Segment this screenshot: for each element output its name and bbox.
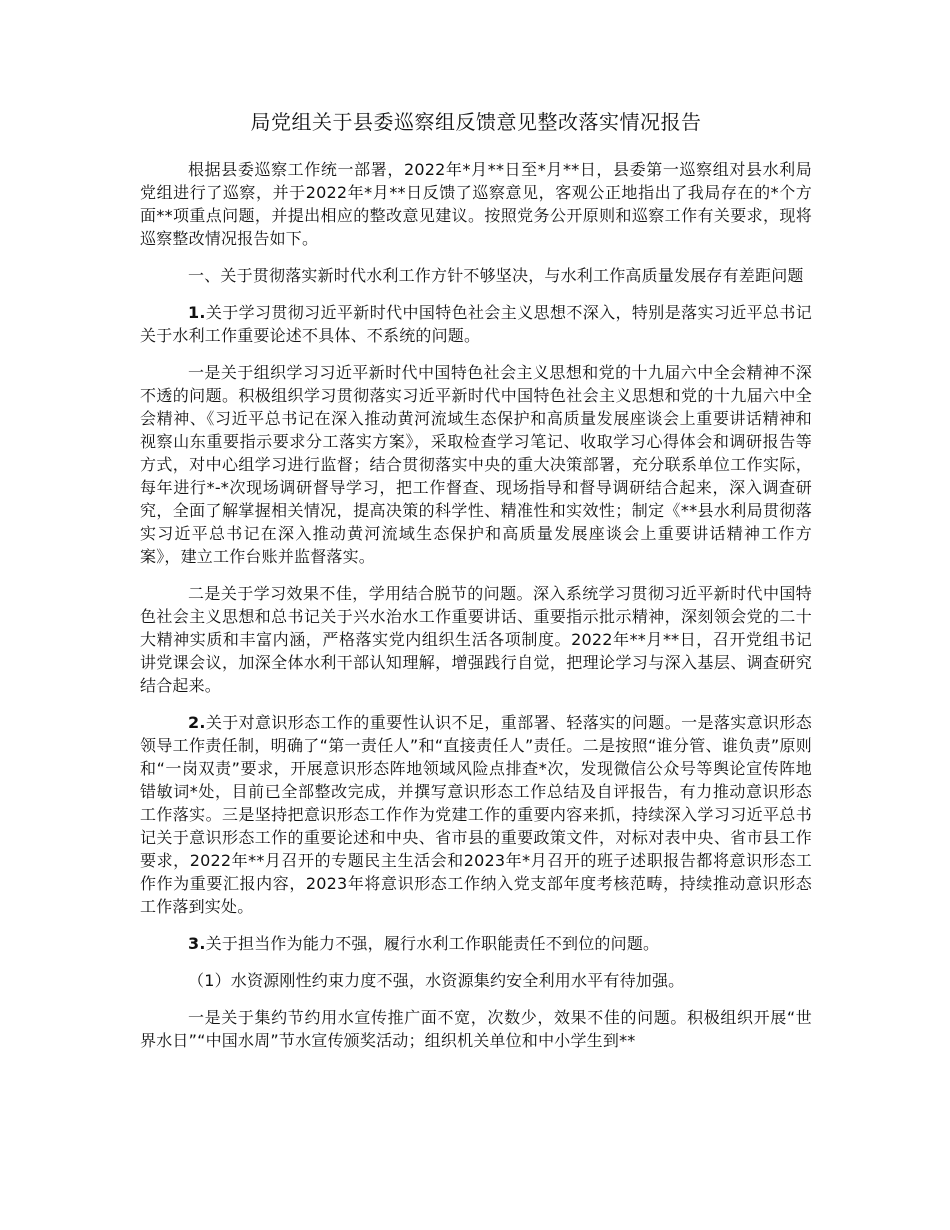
intro-paragraph — [140, 158, 812, 250]
document-page — [140, 108, 812, 1066]
paragraph-text: 一是关于组织学习习近平新时代中国特色社会主义思想和党的十九届六中全会精神不深不透的问题。积极组织学习贯彻落实习近平新时代中国特色社会主义思想和党的十九届六中全会精神、《习近平总书记在深入推动黄河流域生态保护和高质量发展座谈会上重要讲话精神和视察山东重要指示要求分工落实方案》，采取检查学习笔记、收取学习心得体会和调研报告等方式，对中心组学习进行监督；结合贯彻落实中央的重大决策部署，充分联系单位工作实际，每年进行*-*次现场调研督导学习，把工作督查、现场指导和督导调研结合起来，深入调查研究，全面了解掌握相关情况，提高决策的科学性、精准性和实效性；制定《**县水利局贯彻落实习近平总书记在深入推动黄河流域生态保护和高质量发展座谈会上重要讲话精神工作方案》，建立工作台账并监督落实。 — [140, 363, 812, 566]
item-number: 1. — [188, 303, 206, 322]
body-paragraph — [140, 361, 812, 568]
sub-item-heading — [140, 969, 812, 992]
paragraph-text: 关于对意识形态工作的重要性认识不足，重部署、轻落实的问题。一是落实意识形态领导工作责任制，明确了“第一责任人”和“直接责任人”责任。二是按照“谁分管、谁负责”原则和“一岗双责”要求，开展意识形态阵地领域风险点排查*次，发现微信公众号等舆论宣传阵地错敏词*处，目前已全部整改完成，并撰写意识形态工作总结及自评报告，有力推动意识形态工作落实。三是坚持把意识形态工作作为党建工作的重要内容来抓，持续深入学习习近平总书记关于意识形态工作的重要论述和中央、省市县的重要政策文件，对标对表中央、省市县工作要求，2022年**月召开的专题民主生活会和2023年*月召开的班子述职报告都将意识形态工作作为重要汇报内容，2023年将意识形态工作纳入党支部年度考核范畴，持续推动意识形态工作落到实处。 — [140, 713, 812, 916]
paragraph-text: 一是关于集约节约用水宣传推广面不宽，次数少，效果不佳的问题。积极组织开展“世界水日”“中国水周”节水宣传颁奖活动；组织机关单位和中小学生到** — [140, 1008, 812, 1050]
item-number: 2. — [188, 713, 206, 732]
item-number: 3. — [188, 934, 206, 953]
section-heading-1 — [140, 264, 812, 287]
body-paragraph — [140, 1006, 812, 1052]
paragraph-text: 一、关于贯彻落实新时代水利工作方针不够坚决，与水利工作高质量发展存有差距问题 — [188, 266, 804, 285]
body-paragraph — [140, 582, 812, 697]
item-2-paragraph — [140, 711, 812, 918]
paragraph-text: （1）水资源刚性约束力度不强，水资源集约安全利用水平有待加强。 — [188, 971, 685, 990]
paragraph-text: 关于担当作为能力不强，履行水利工作职能责任不到位的问题。 — [205, 934, 660, 953]
item-3-heading — [140, 932, 812, 955]
document-title: 局党组关于县委巡察组反馈意见整改落实情况报告 — [250, 110, 702, 134]
paragraph-text: 关于学习贯彻习近平新时代中国特色社会主义思想不深入，特别是落实习近平总书记关于水利工作重要论述不具体、不系统的问题。 — [140, 303, 812, 345]
item-1-heading — [140, 301, 812, 347]
paragraph-text: 二是关于学习效果不佳，学用结合脱节的问题。深入系统学习贯彻习近平新时代中国特色社会主义思想和总书记关于兴水治水工作重要讲话、重要指示批示精神，深刻领会党的二十大精神实质和丰富内涵，严格落实党内组织生活各项制度。2022年**月**日，召开党组书记讲党课会议，加深全体水利干部认知理解，增强践行自觉，把理论学习与深入基层、调查研究结合起来。 — [140, 584, 812, 695]
paragraph-text: 根据县委巡察工作统一部署，2022年*月**日至*月**日，县委第一巡察组对县水利局党组进行了巡察，并于2022年*月**日反馈了巡察意见，客观公正地指出了我局存在的*个方面**项重点问题，并提出相应的整改意见建议。按照党务公开原则和巡察工作有关要求，现将巡察整改情况报告如下。 — [140, 160, 812, 248]
